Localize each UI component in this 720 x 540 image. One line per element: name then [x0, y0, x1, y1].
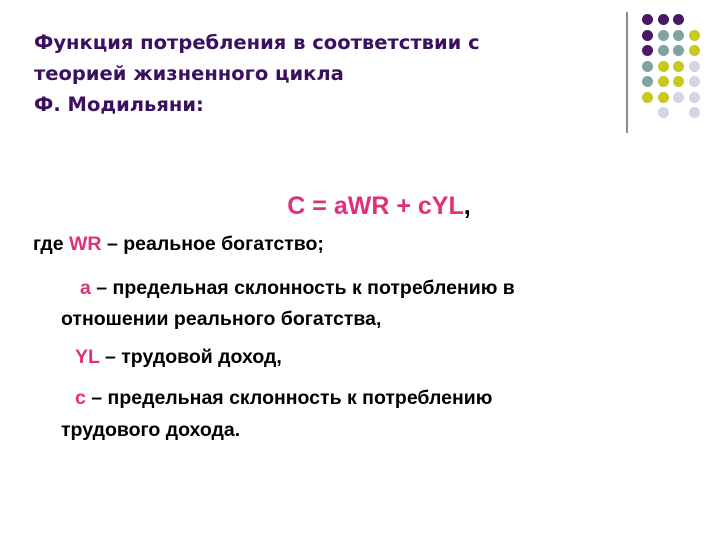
- decorative-dot: [673, 45, 684, 56]
- definition-yl: [75, 345, 282, 369]
- decorative-dot: [642, 92, 653, 103]
- slide-title: [34, 27, 604, 120]
- decorative-dot: [689, 61, 700, 72]
- formula-expression: C = aWR + cYL: [287, 192, 464, 220]
- decorative-dot: [673, 30, 684, 41]
- title-line-3: Ф. Модильяни:: [34, 93, 204, 116]
- decorative-dot: [673, 92, 684, 103]
- decorative-dot: [642, 61, 653, 72]
- decorative-dot: [642, 14, 653, 25]
- decorative-dot: [673, 61, 684, 72]
- symbol-a: a: [80, 277, 91, 299]
- decorative-dot: [658, 30, 669, 41]
- decorative-dot: [689, 107, 700, 118]
- definition-wr: [33, 232, 324, 256]
- decorative-dot: [658, 92, 669, 103]
- definition-intro: где: [33, 233, 64, 255]
- decorative-dot: [658, 45, 669, 56]
- decorative-dot: [658, 14, 669, 25]
- decorative-dot: [642, 76, 653, 87]
- definition-c-continuation: трудового дохода.: [61, 419, 241, 441]
- divider-line: [626, 12, 628, 133]
- title-line-1: Функция потребления в соответствии с: [34, 31, 480, 54]
- definition-c: [75, 386, 492, 410]
- decorative-dot: [689, 45, 700, 56]
- decorative-dot: [689, 30, 700, 41]
- decorative-dot: [658, 76, 669, 87]
- symbol-wr: WR: [69, 233, 102, 255]
- decorative-dot: [642, 30, 653, 41]
- decorative-dot: [689, 76, 700, 87]
- decorative-dot: [689, 92, 700, 103]
- definition-a-text: – предельная склонность к потреблению в: [90, 277, 515, 299]
- title-line-2: теорией жизненного цикла: [34, 62, 344, 85]
- decorative-dot-grid: [642, 14, 720, 124]
- decorative-dot: [658, 61, 669, 72]
- definition-a-continuation: отношении реального богатства,: [61, 308, 382, 330]
- decorative-dot: [673, 76, 684, 87]
- symbol-yl: YL: [75, 346, 100, 368]
- definition-yl-text: – трудовой доход,: [99, 346, 282, 368]
- symbol-c: c: [75, 387, 86, 409]
- definition-wr-text: – реальное богатство;: [101, 233, 324, 255]
- definition-c-text: – предельная склонность к потреблению: [85, 387, 493, 409]
- definition-a: [80, 276, 515, 300]
- decorative-dot: [658, 107, 669, 118]
- formula: [0, 191, 720, 221]
- decorative-dot: [673, 14, 684, 25]
- decorative-dot: [642, 45, 653, 56]
- formula-comma: ,: [463, 192, 471, 220]
